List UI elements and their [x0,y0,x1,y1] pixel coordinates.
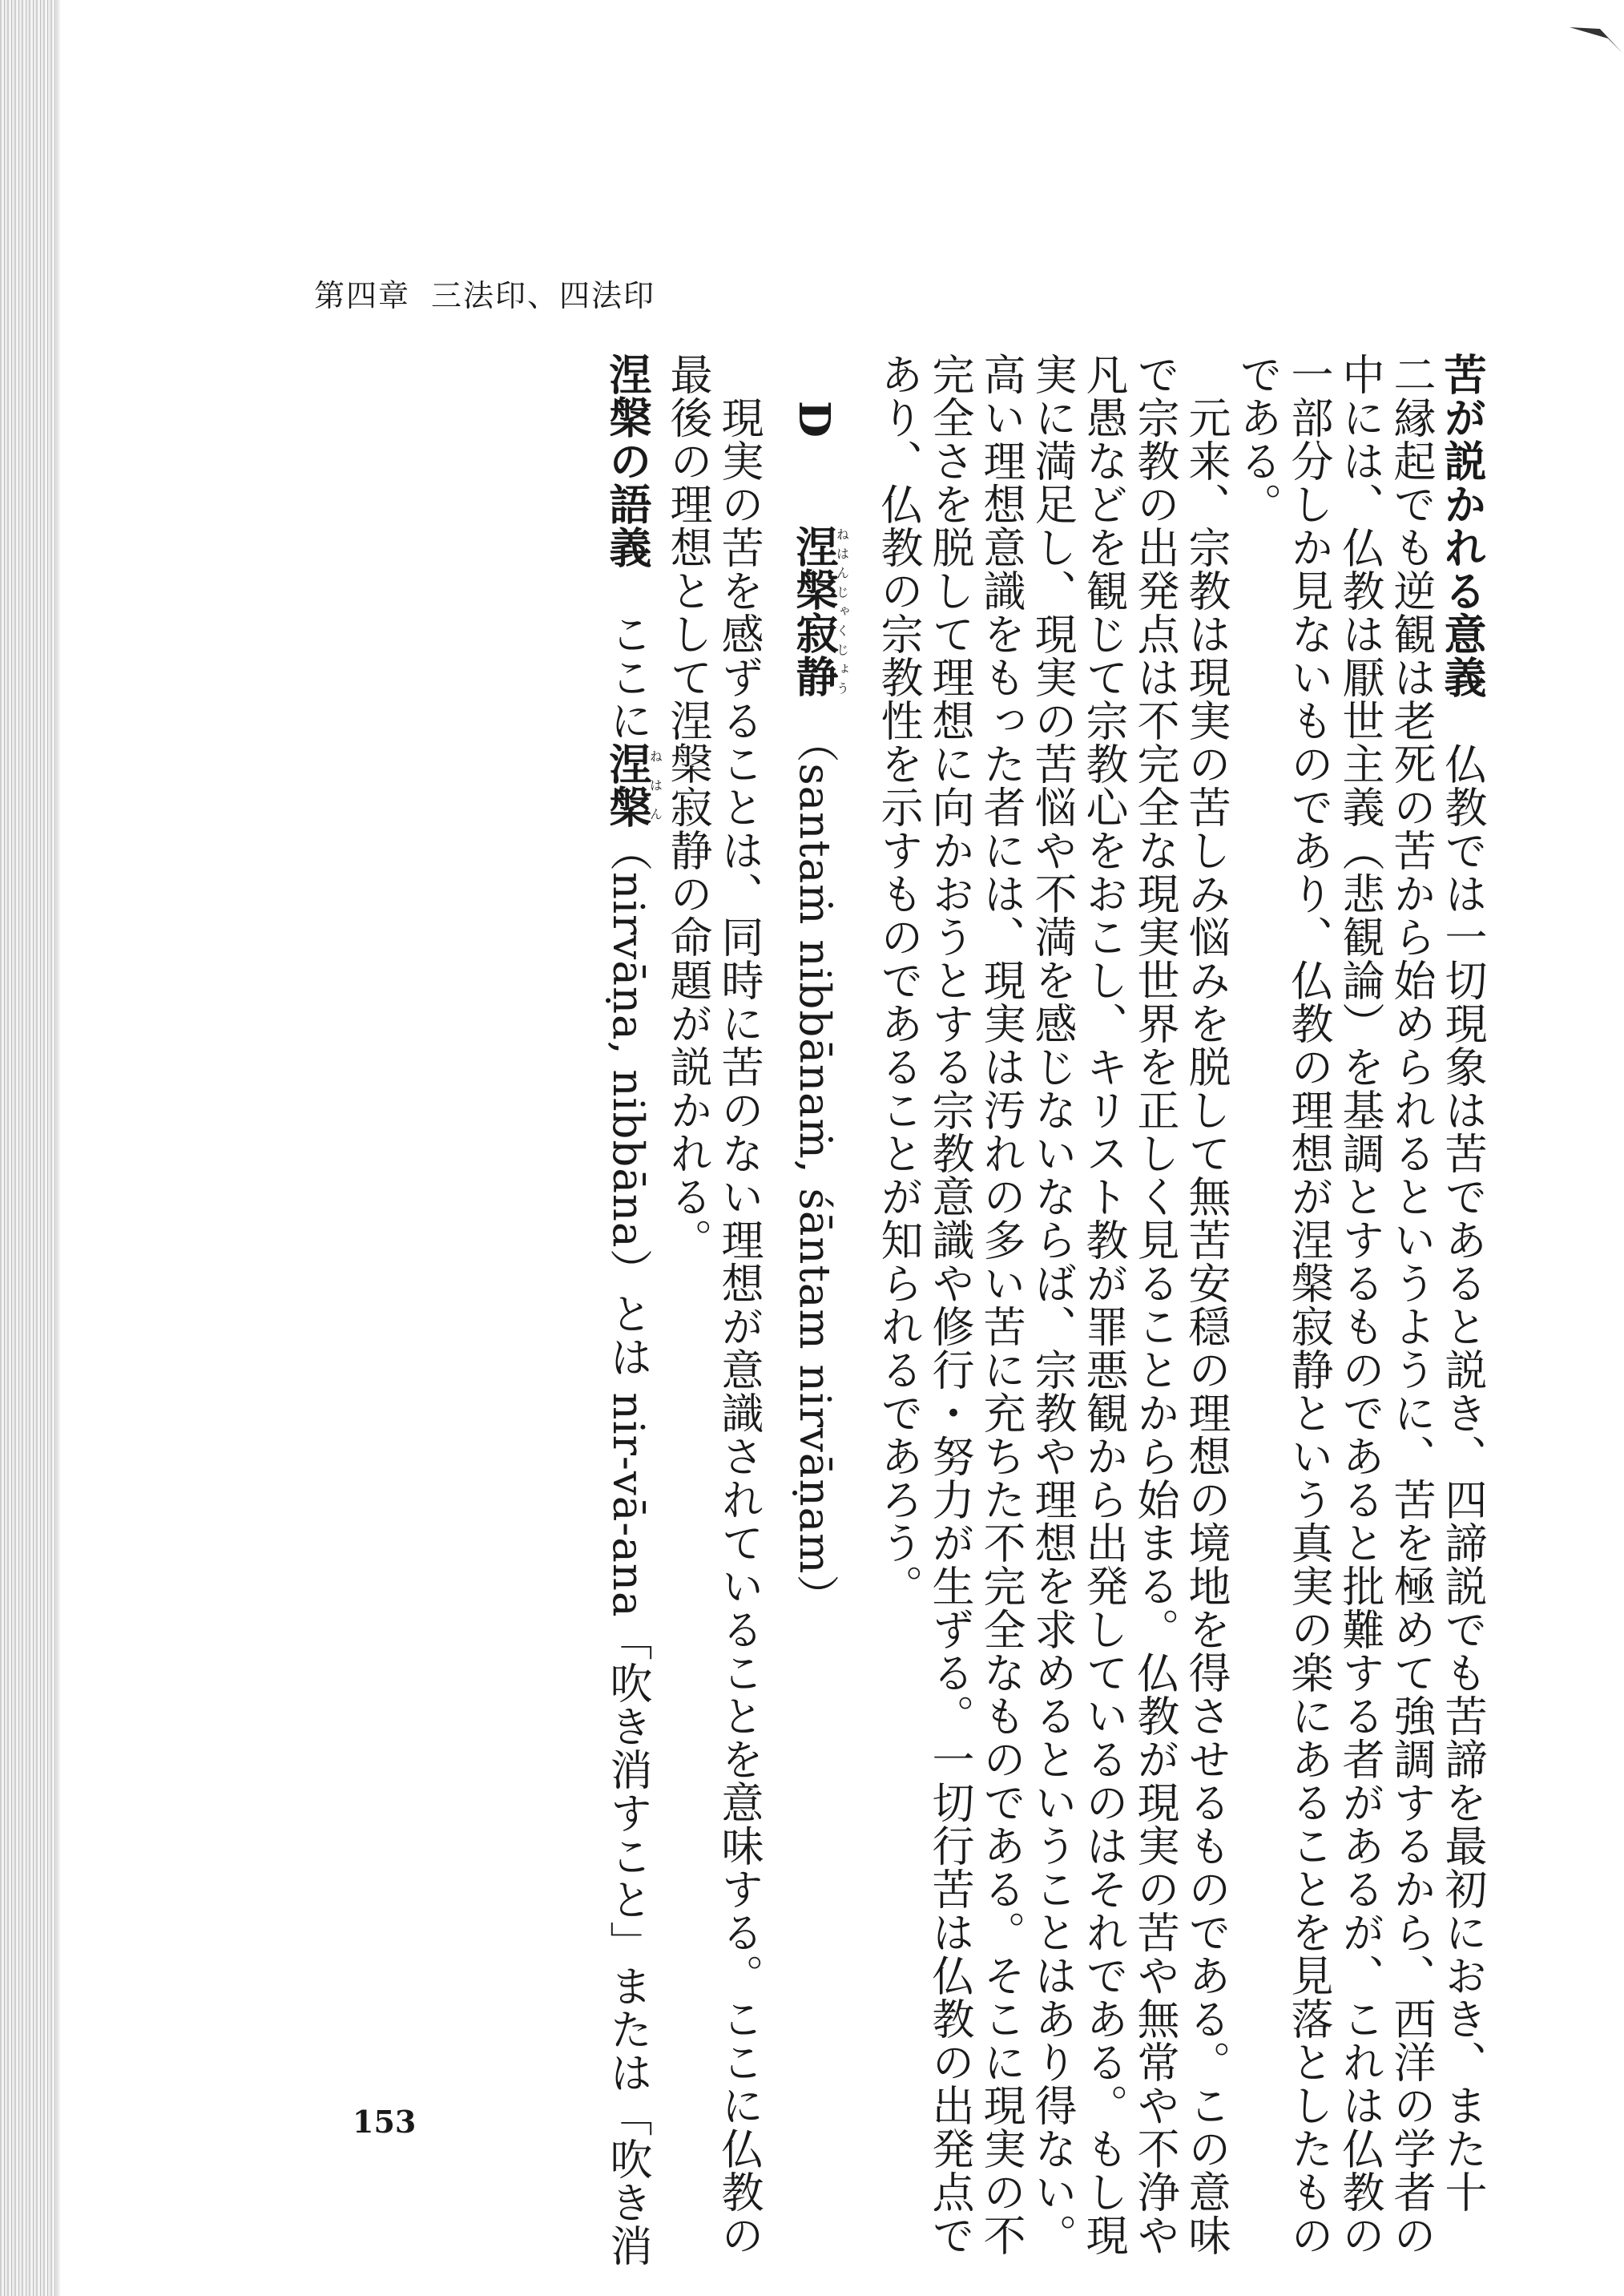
chapter-number: 第四章 [314,278,411,313]
text-line: 中には、仏教は厭世主義（悲観論）を基調とするものであると批難する者があるが、これは仏教の [1336,353,1384,2257]
nirvana-term: 涅槃ねはん [602,742,663,829]
text-line: 完全さを脱して理想に向かおうとする宗教意識や修行・努力が生ずる。一切行苦は仏教の出発点で [925,353,974,2257]
text-line: 苦が説かれる意義 仏教では一切現象は苦であると説き、四諦説でも苦諦を最初におき、また十 [1437,353,1487,2213]
page-corner-mark [1568,22,1624,54]
text-line: あり、仏教の宗教性を示すものであることが知られるであろう。 [874,353,923,1608]
text-line: 元来、宗教は現実の苦しみ悩みを脱して無苦安穏の理想の境地を得させるものである。この意味 [1182,396,1231,2257]
sanskrit-term: （santaṁ nibbānaṁ, śāntam nirvāṇam） [790,740,839,1618]
text-line: で宗教の出発点は不完全な現実世界を正しく見ることから始まる。仏教が現実の苦や無常や不浄や [1130,353,1179,2257]
section-d-heading [788,401,848,2076]
section-heading: 苦が説かれる意義 [1437,353,1487,699]
text-line: 二縁起でも逆観は老死の苦から始められるというように、苦を極めて強調するから、西洋の学者の [1387,353,1436,2257]
chapter-title: 三法印、四法印 [431,278,656,313]
section-title: 涅槃寂静ねはんじゃくじょう [789,524,850,698]
text-line: 実に満足し、現実の苦悩や不満を感じないならば、宗教や理想を求めるということはあり得ない。 [1028,353,1077,2257]
text-line: 凡愚などを観じて宗教心をおこし、キリスト教が罪悪観から出発しているのはそれである。もし現 [1079,353,1128,2257]
section-letter: D [789,401,839,438]
text-line: である。 [1233,353,1282,526]
page-number: 153 [353,2104,417,2140]
scan-spine-edge [56,0,61,2296]
text-line: 一部分しか見ないものであり、仏教の理想が涅槃寂静という真実の楽にあることを見落としたもの [1284,353,1333,2257]
text-line: 高い理想意識をもった者には、現実は汚れの多い苦に充ちた不完全なものである。そこに現実の不 [977,353,1026,2257]
text-line: 最後の理想として涅槃寂静の命題が説かれる。 [663,353,712,1261]
text-line: 現実の苦を感ずることは、同時に苦のない理想が意識されていることを意味する。ここに仏教の [715,396,764,2257]
text-line: 涅槃の語義 ここに涅槃ねはん（nirvāṇa, nibbāna）とは nir-vā-ana「吹き消すこと」または「吹き消 [602,353,663,2267]
subsection-heading: 涅槃の語義 [602,353,652,569]
running-header [314,271,676,315]
scan-spine-shadow [0,0,56,2296]
